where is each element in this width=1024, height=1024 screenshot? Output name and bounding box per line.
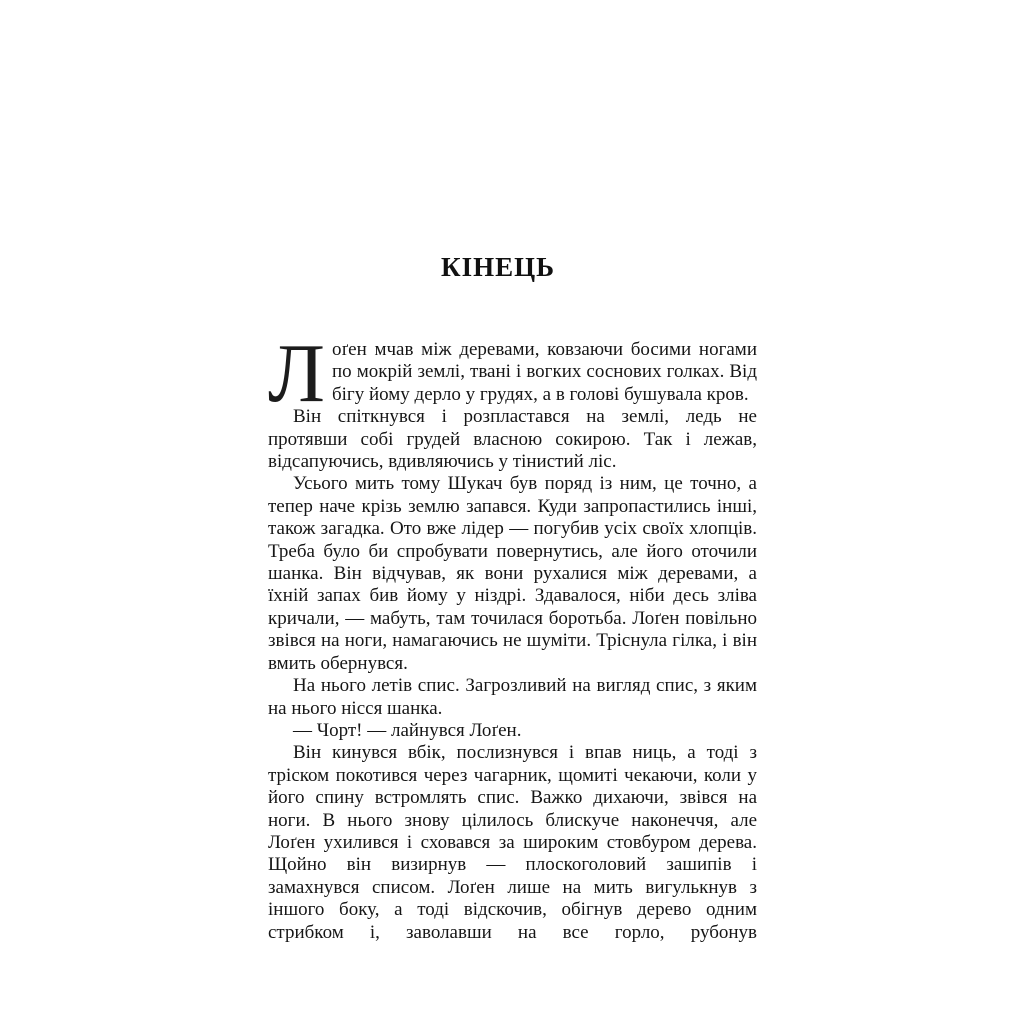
- drop-cap-letter: Л: [268, 327, 325, 420]
- paragraph: Він спіткнувся і розпластався на землі, ледь не протявши собі грудей власною сокирою. Так і лежав, відсапуючись, вдивляючись у тінистий ліс.: [268, 406, 757, 473]
- paragraph: Він кинувся вбік, послизнувся і впав ниць, а тоді з тріском покотився через чагарник, щомиті чекаючи, коли у його спину встромлять спис. Важко дихаючи, звівся на ноги. В нього знову цілилось блискуче наконеччя, але Лоґен ухилився і сховався за широким стовбуром дерева. Щойно він визирнув — плоскоголовий зашипів і замахнувся списом. Лоґен лише на мить вигулькнув з іншого боку, а тоді відскочив, обігнув дерево одним стрибком і, заволавши на все горло, рубонув: [268, 742, 757, 943]
- text-block: [268, 327, 757, 944]
- paragraph-text: оґен мчав між деревами, ковзаючи босими ногами по мокрій землі, твані і вогких соснових голках. Від бігу йому дерло у грудях, а в голові бушувала кров.: [331, 339, 757, 405]
- paragraph: Усього мить тому Шукач був поряд із ним, це точно, а тепер наче крізь землю запався. Куди запропастились інші, також загадка. Ото вже лідер — погубив усіх своїх хлопців. Треба було би спробувати повернутись, але його оточили шанка. Він відчував, як вони рухалися між деревами, а їхній запах бив йому у ніздрі. Здавалося, ніби десь зліва кричали, — мабуть, там точилася боротьба. Лоґен повільно звівся на ноги, намагаючись не шуміти. Тріснула гілка, і він вмить обернувся.: [268, 473, 757, 674]
- chapter-title: КІНЕЦЬ: [441, 252, 555, 282]
- paragraph: На нього летів спис. Загрозливий на вигляд спис, з яким на нього нісся шанка.: [268, 675, 757, 719]
- paragraph-dialogue: — Чорт! — лайнувся Лоґен.: [293, 719, 522, 741]
- paragraph: [268, 327, 757, 420]
